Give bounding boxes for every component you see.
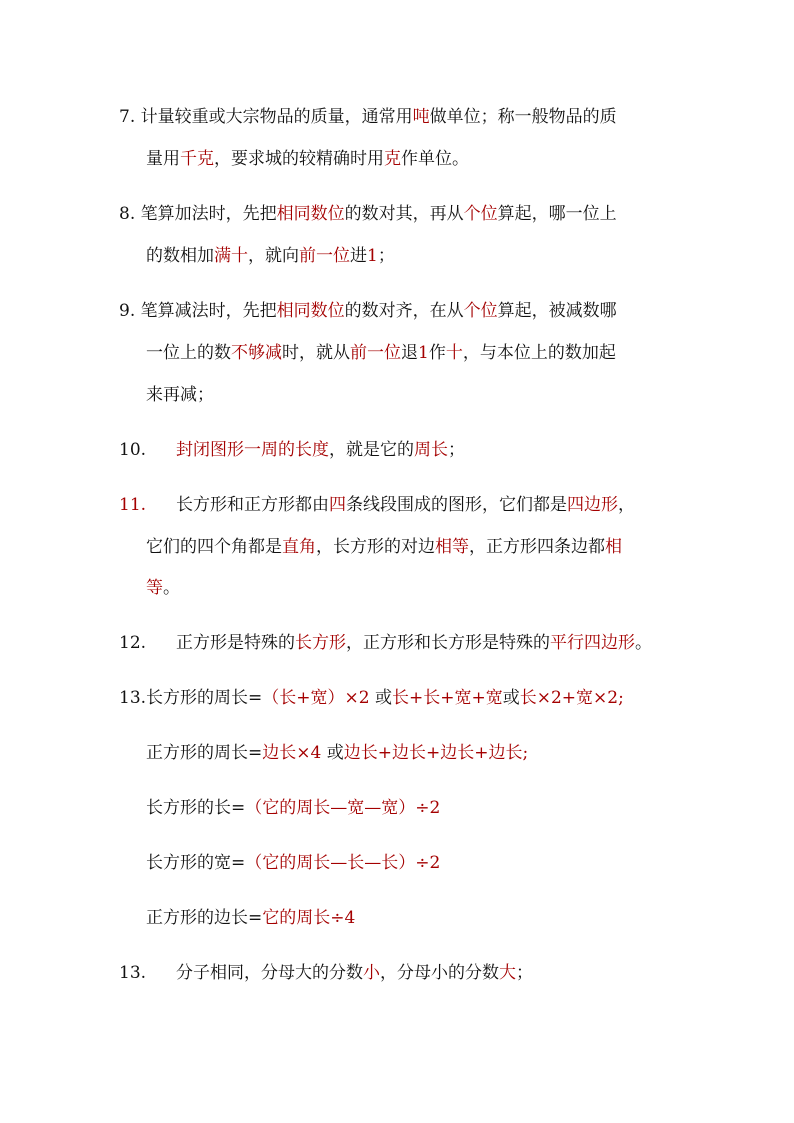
text: ； [448, 440, 465, 460]
text: ，要求城的较精确时用 [214, 149, 384, 169]
text: ； [516, 963, 533, 983]
text: 。 [635, 633, 652, 653]
text: 算起，哪一位上 [497, 204, 617, 224]
text: 7. 计量较重或大宗物品的质量，通常用 [119, 107, 413, 127]
text: 进 [350, 246, 367, 266]
highlight: 个位 [463, 301, 498, 321]
highlight: 千克 [180, 149, 214, 169]
text: 8. 笔算加法时，先把 [119, 204, 277, 224]
text: 或 [321, 743, 344, 763]
highlight: 直角 [282, 537, 316, 557]
text: ，与本位上的数加起 [462, 343, 616, 363]
text: ; [618, 688, 624, 708]
highlight: 相同数位 [276, 301, 345, 321]
item-13-line-1 [119, 686, 624, 710]
item-13b-line-1 [119, 961, 533, 985]
text: 分子相同，分母大的分数 [176, 963, 363, 983]
text: 的数对齐，在从 [344, 301, 464, 321]
item-7-line-2 [146, 147, 469, 171]
text: 量用 [146, 149, 180, 169]
highlight: 1 [367, 246, 378, 266]
text: 退 [401, 343, 418, 363]
item-9-line-2 [146, 341, 616, 365]
highlight: 相等 [435, 537, 469, 557]
highlight: 小 [363, 963, 380, 983]
text: ，正方形四条边都 [469, 537, 605, 557]
text: 它们的四个角都是 [146, 537, 282, 557]
text: 长方形和正方形都由 [176, 495, 329, 515]
item-11-line-3 [146, 576, 180, 600]
highlight: 大 [499, 963, 516, 983]
text: 正方形是特殊的 [176, 633, 295, 653]
highlight: 相同数位 [276, 204, 345, 224]
item-7-line-1 [119, 105, 617, 129]
text: ，分母小的分数 [380, 963, 499, 983]
item-13-line-3 [146, 796, 440, 820]
highlight: 平行四边形 [550, 633, 635, 653]
text: 的数对其，再从 [344, 204, 464, 224]
text: ，就向 [248, 246, 299, 266]
text: 来再减； [146, 385, 214, 405]
text: 的数相加 [146, 246, 214, 266]
text: 条线段围成的图形，它们都是 [346, 495, 567, 515]
item-10-line-1 [119, 438, 465, 462]
formula: 长+长+宽+宽 [392, 688, 503, 708]
item-number: 13. [119, 963, 147, 983]
highlight: 1 [418, 343, 429, 363]
highlight: 十 [445, 343, 463, 363]
highlight: 封闭图形一周的长度 [176, 440, 329, 460]
text: 一位上的数 [146, 343, 231, 363]
highlight: 长方形 [295, 633, 346, 653]
highlight: 不够减 [231, 343, 282, 363]
item-number: 10. [119, 440, 147, 460]
highlight: 前一位 [350, 343, 401, 363]
formula: 边长+边长+边长+边长 [343, 743, 523, 763]
highlight: 四 [329, 495, 346, 515]
text: 作 [428, 343, 446, 363]
formula: （它的周长—宽—宽）÷2 [245, 798, 441, 818]
text: 时，就从 [282, 343, 350, 363]
highlight: 相 [605, 537, 622, 557]
highlight: 克 [384, 149, 401, 169]
text: 长方形的宽= [146, 853, 246, 873]
text: 正方形的周长= [146, 743, 263, 763]
item-9-line-3 [146, 383, 214, 407]
highlight: 四边形 [567, 495, 618, 515]
text: ，长方形的对边 [316, 537, 435, 557]
highlight: 吨 [412, 107, 430, 127]
text: ， [618, 495, 635, 515]
text: 算起，被减数哪 [497, 301, 617, 321]
item-8-line-2 [146, 244, 395, 268]
text: ，就是它的 [329, 440, 414, 460]
text: ； [377, 246, 395, 266]
text: 或 [369, 688, 392, 708]
formula: 边长×4 [262, 743, 322, 763]
item-11-line-1 [119, 493, 635, 517]
text: ，正方形和长方形是特殊的 [346, 633, 550, 653]
text: 13.长方形的周长= [119, 688, 263, 708]
highlight: 前一位 [299, 246, 350, 266]
highlight: 个位 [463, 204, 498, 224]
text: 正方形的边长= [146, 908, 263, 928]
item-9-line-1 [119, 299, 617, 323]
item-13-line-2 [146, 741, 528, 765]
formula: （长+宽）×2 [262, 688, 370, 708]
highlight: 满十 [214, 246, 248, 266]
item-11-line-2 [146, 535, 622, 559]
text: 。 [163, 578, 180, 598]
text: 或 [502, 688, 520, 708]
text: ; [522, 743, 529, 763]
text: 做单位；称一般物品的质 [429, 107, 617, 127]
item-13-line-5 [146, 906, 355, 930]
item-number: 12. [119, 633, 147, 653]
formula: 长×2+宽×2 [519, 688, 619, 708]
highlight: 等 [146, 578, 163, 598]
text: 9. 笔算减法时，先把 [119, 301, 277, 321]
formula: （它的周长—长—长）÷2 [245, 853, 441, 873]
text: 长方形的长= [146, 798, 246, 818]
highlight: 周长 [414, 440, 448, 460]
text: 作单位。 [401, 149, 469, 169]
formula: 它的周长÷4 [262, 908, 356, 928]
item-number: 11. [119, 495, 147, 515]
item-12-line-1 [119, 631, 652, 655]
item-13-line-4 [146, 851, 440, 875]
item-8-line-1 [119, 202, 617, 226]
